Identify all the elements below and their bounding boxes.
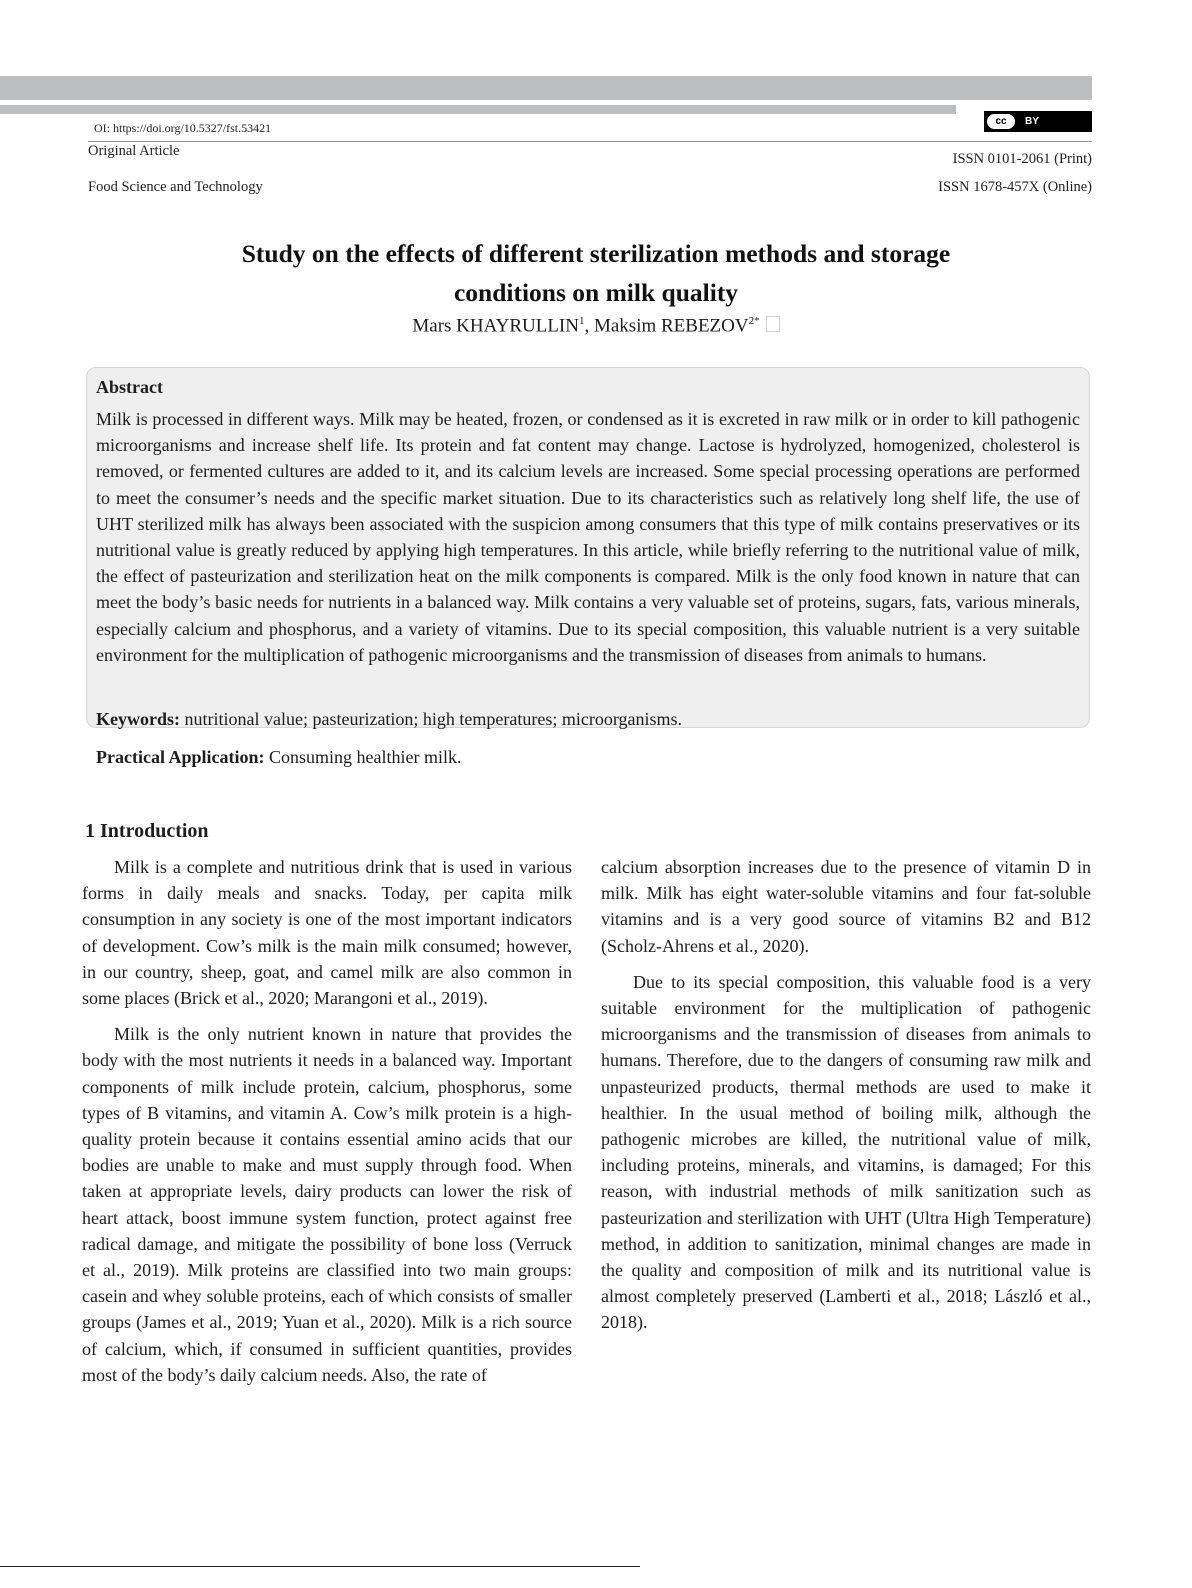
- article-type: Original Article: [88, 143, 180, 159]
- paragraph: Milk is the only nutrient known in nature that provides the body with the most nutrients it needs in a balanced way. Important components of milk include protein, calcium, phosphorus, some types of B vitamins, and vitamin A. Cow’s milk protein is a high-quality protein because it contains essential amino acids that our bodies are unable to make and must supply through food. When taken at appropriate levels, dairy products can lower the risk of heart attack, boost immune system function, protect against free radical damage, and mitigate the possibility of bone loss (Verruck et al., 2019). Milk proteins are classified into two main groups: casein and whey soluble proteins, each of which consists of smaller groups (James et al., 2019; Yuan et al., 2020). Milk is a rich source of calcium, which, if consumed in sufficient quantities, provides most of the body’s daily calcium needs. Also, the rate of: [82, 1024, 572, 1385]
- by-label: BY: [1025, 116, 1039, 127]
- paragraph: Due to its special composition, this valuable food is a very suitable environment for the multiplication of pathogenic microorganisms and the transmission of diseases from animals to humans. Therefore, due to the dangers of consuming raw milk and unpasteurized products, thermal methods are used to make it healthier. In the usual method of boiling milk, although the pathogenic microbes are killed, the nutritional value of milk, including proteins, minerals, and vitamins, is damaged; For this reason, with industrial methods of milk sanitization such as pasteurization and sterilization with UHT (Ultra High Temperature) method, in addition to sanitization, minimal changes are made in the quality and composition of milk and its nutritional value is almost completely preserved (Lamberti et al., 2018; László et al., 2018).: [601, 971, 1091, 1333]
- author-list: [0, 315, 1192, 337]
- keywords-label: Keywords:: [96, 709, 180, 729]
- section-heading: 1 Introduction: [85, 820, 209, 842]
- paper-title: [0, 234, 1192, 312]
- issn-online: ISSN 1678-457X (Online): [938, 179, 1092, 195]
- cc-by-license-badge[interactable]: [984, 111, 1092, 132]
- title-line-1: Study on the effects of different sterilization methods and storage: [241, 239, 951, 268]
- keywords-text: nutritional value; pasteurization; high temperatures; microorganisms.: [180, 709, 683, 729]
- author-2: Maksim REBEZOV: [593, 315, 749, 337]
- practical-application-text: Consuming healthier milk.: [264, 747, 462, 767]
- right-column: [601, 854, 1091, 1336]
- footer-rule: [0, 1566, 640, 1567]
- practical-application: [96, 747, 461, 768]
- header-bar: [0, 76, 1092, 100]
- header-rule: [88, 141, 1092, 142]
- header-bar-thin: [0, 105, 956, 114]
- author-separator: ,: [584, 315, 594, 337]
- keywords: [96, 709, 682, 730]
- title-line-2: conditions on milk quality: [453, 278, 739, 307]
- doi-link[interactable]: OI: https://doi.org/10.5327/fst.53421: [94, 121, 272, 135]
- issn-print: ISSN 0101-2061 (Print): [952, 151, 1092, 167]
- journal-name: Food Science and Technology: [88, 179, 263, 195]
- paragraph: calcium absorption increases due to the presence of vitamin D in milk. Milk has eight water-soluble vitamins and four fat-soluble vitamins and is a very good source of vitamins B2 and B12 (Scholz-Ahrens et al., 2020).: [601, 857, 1091, 956]
- abstract-text: Milk is processed in different ways. Milk may be heated, frozen, or condensed as it is excreted in raw milk or in order to kill pathogenic microorganisms and increase shelf life. Its protein and fat content may change. Lactose is hydrolyzed, homogenized, cholesterol is removed, or fermented cultures are added to it, and its calcium levels are increased. Some special processing operations are performed to meet the consumer’s needs and the specific market situation. Due to its characteristics such as relatively long shelf life, the use of UHT sterilized milk has always been associated with the suspicion among consumers that this type of milk contains preservatives or its nutritional value is greatly reduced by applying high temperatures. In this article, while briefly referring to the nutritional value of milk, the effect of pasteurization and sterilization heat on the milk components is compared. Milk is the only food known in nature that can meet the body’s basic needs for nutrients in a balanced way. Milk contains a very valuable set of proteins, sugars, fats, various minerals, especially calcium and phosphorus, and a variety of vitamins. Due to its special composition, this valuable nutrient is a very suitable environment for the multiplication of pathogenic microorganisms and the transmission of diseases from animals to humans.: [96, 409, 1080, 665]
- cc-icon: cc: [987, 114, 1015, 129]
- author-2-affiliation: 2*: [748, 315, 760, 327]
- abstract-heading: Abstract: [96, 377, 163, 397]
- author-1: Mars KHAYRULLIN: [412, 315, 579, 337]
- left-column: [82, 854, 572, 1388]
- author-1-affiliation: 1: [578, 315, 585, 327]
- paragraph: Milk is a complete and nutritious drink that is used in various forms in daily meals and snacks. Today, per capita milk consumption in any society is one of the most important indicators of development. Cow’s milk is the main milk consumed; however, in our country, sheep, goat, and camel milk are also common in some places (Brick et al., 2020; Marangoni et al., 2019).: [82, 857, 572, 1009]
- practical-application-label: Practical Application:: [96, 747, 265, 767]
- orcid-icon[interactable]: [766, 316, 780, 332]
